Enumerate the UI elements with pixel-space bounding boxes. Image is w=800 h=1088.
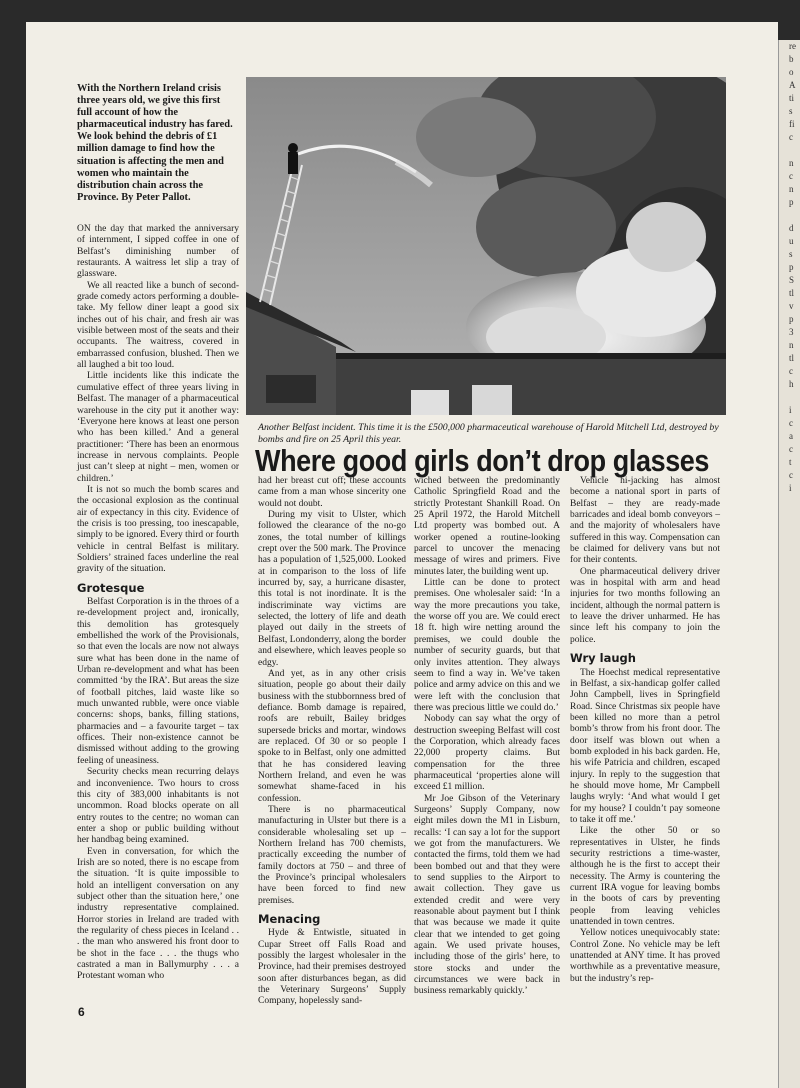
side-page-fragment: o (789, 67, 794, 77)
paragraph: There is no pharmaceutical manufacturing in Ulster but there is a considerable wholesaling set up – Northern Ireland has 700 chemists, practically exceeding the number of family doctors at 750 – and three of the Province’s principal wholesalers have been forced to find new premises. (258, 804, 406, 906)
paragraph: Even in conversation, for which the Irish are so noted, there is no escape from the situation. ‘It is quite impossible to hold an intelligent conversation on any subject other than the situation here,’ one industry representative complained. Horror stories in Ireland are traded with the regularity of chess pieces in Iceland . . . the man who answered his front door to be shot in the face . . . the thugs who castrated a man in Ballymurphy . . . a Protestant woman who (77, 846, 239, 982)
side-page-fragment: 3 (789, 327, 794, 337)
side-page-fragment: c (789, 366, 793, 376)
article-column-4 (570, 476, 720, 985)
side-page-fragment: a (789, 431, 793, 441)
side-page-fragment: c (789, 132, 793, 142)
subheading-grotesque: Grotesque (77, 580, 145, 595)
article-column-3 (414, 476, 560, 998)
side-page-fragment: re (789, 41, 796, 51)
side-page-fragment: n (789, 184, 794, 194)
article-intro: With the Northern Ireland crisis three years old, we give this first full account of how the pharmaceutical industry has fared. We look behind the debris of £1 million damage to find how the situation is affecting the men and women who maintain the distribution chain across the Province. By Peter Pallot. (77, 83, 233, 203)
side-page-fragment: c (789, 470, 793, 480)
paragraph: And yet, as in any other crisis situation, people go about their daily business with the stubbornness bred of defiance. Bomb damage is repaired, roofs are rebuilt, Bailey bridges supersede bricks and mortar, windows are replaced. Of 30 or so people I spoke to in Belfast, only one admitted that he has considered leaving Northern Ireland, and even he was somewhat shame-faced in his confession. (258, 668, 406, 804)
side-page-fragment: S (789, 275, 795, 285)
paragraph: We all reacted like a bunch of second-grade comedy actors performing a double-take. My fellow diner leapt a good six inches out of his chair, and fresh air was visible between most of the seats and their occupants. The waitress, covered in embarrassed confusion, blushed. Then we all laughed a bit too loud. (77, 280, 239, 371)
side-page-fragment: u (789, 236, 794, 246)
paragraph: Security checks mean recurring delays and inconvenience. Two hours to cross this city of 383,000 inhabitants is not uncommon. Road blocks operate on all entry routes to the centre; no woman can enter a shop or public building without her handbag being examined. (77, 767, 239, 846)
side-page-fragment: d (789, 223, 794, 233)
side-page-fragment: c (789, 171, 793, 181)
side-page-fragment: n (789, 340, 794, 350)
side-page-fragment: b (789, 54, 794, 64)
paragraph: Mr Joe Gibson of the Veterinary Surgeons’ Supply Company, now eight miles down the M1 in Lisburn, recalls: ‘I can say a lot for the support we got from the manufacturers. We contacted the firms, told them we had been bombed out and that they were to send supplies to the Airport to await collection. They gave us extended credit and were very reasonable about payment but I think that was because we made it quite clear that we intended to get going again. We used private houses, including those of the girls’ here, to store stocks and under the circumstances we were back in business remarkably quickly.’ (414, 793, 560, 997)
paragraph: ON the day that marked the anniversary of internment, I sipped coffee in one of Belfast’s diminishing number of restaurants. A waitress let slip a tray of glassware. (77, 224, 239, 280)
side-page-fragment: p (789, 314, 794, 324)
paragraph: Nobody can say what the orgy of destruction sweeping Belfast will cost the Corporation, which already faces 22,000 property claims. But compensation for the three pharmaceutical ‘properties alone will exceed £1 million. (414, 714, 560, 793)
paragraph: One pharmaceutical delivery driver was in hospital with arm and head injuries for two months following an incident, although the normal pattern is to leave the driver unharmed. He has since left his company to join the police. (570, 566, 720, 645)
paragraph: Vehicle hi-jacking has almost become a national sport in parts of Belfast – they are ready-made barricades and ideal bomb conveyors – and the majority of wholesalers have suffered in this way. Compensation can be claimed for delivery vans but not for their contents. (570, 476, 720, 566)
fire-photo (246, 77, 726, 415)
photo-caption: Another Belfast incident. This time it is the £500,000 pharmaceutical warehouse of Harold Mitchell Ltd, destroyed by bombs and fire on 25 April this year. (258, 422, 719, 445)
subheading-wry-laugh: Wry laugh (570, 651, 636, 666)
side-page-fragment: n (789, 158, 794, 168)
side-page-fragment: c (789, 418, 793, 428)
side-page-fragment: s (789, 106, 793, 116)
side-page-fragment: A (789, 80, 796, 90)
paragraph: Like the other 50 or so representatives in Ulster, he finds security restrictions a time-waster, although he is the first to accept their necessity. The Army is countering the current IRA vogue for leaving bombs in the boots of cars by preventing people from leaving vehicles unattended in town centres. (570, 826, 720, 928)
paragraph: Belfast Corporation is in the throes of a re-development project and, ironically, this demolition has grotesquely embellished the work of the Provisionals, so that even the locals are now not always sure what has been done in the name of Urban re-development and what has been committed ‘by the IRA’. But areas the size of football pitches, laid waste like so much unwanted rubble, were once viable concerns: shops, banks, filling stations, pharmacies and – a favourite target – tax offices. Their non-existence cannot be dismissed without adding to the growing feeling of uneasiness. (77, 597, 239, 766)
side-page-fragment: tl (789, 288, 795, 298)
side-page-fragment: p (789, 262, 794, 272)
paragraph: Hyde & Entwistle, situated in Cupar Street off Falls Road and possibly the largest wholesaler in the Province, had their premises destroyed soon after disturbances began, as did the Veterinary Surgeons’ Supply Company, hopelessly sand- (258, 928, 406, 1007)
side-page-fragment (779, 209, 800, 222)
paragraph: wiched between the predominantly Catholic Springfield Road and the strictly Protestant Shankill Road. On 25 April 1972, the Harold Mitchell Ltd property was bombed out. A worker opened a routine-looking parcel to uncover the menacing message of wires and primers. Five minutes later, the building went up. (414, 476, 560, 577)
paragraph: The Hoechst medical representative in Belfast, a six-handicap golfer called John Campbell, lives in Springfield Road. Since Christmas six people have been killed no more than a petrol bomb’s throw from his front door. The door itself was blown out when a bomb exploded in his back garden. He, his wife Patricia and children, escaped injury. In reply to the suggestion that he should move home, Mr Campbell laughs wryly: ‘And what would I get for my house? I couldn’t pay someone to take it off me.’ (570, 667, 720, 825)
burning-warehouse-image (246, 77, 726, 415)
side-page-fragment (779, 144, 800, 157)
article-column-1 (77, 224, 239, 983)
paragraph: had her breast cut off; these accounts came from a man whose sincerity one would not doubt. (258, 476, 406, 509)
side-page-fragment: i (789, 483, 792, 493)
side-page-fragment: t (789, 457, 792, 467)
side-page-fragment (779, 391, 800, 404)
side-page-fragment: tl (789, 353, 795, 363)
side-page-fragment: i (789, 405, 792, 415)
side-page-fragment: h (789, 379, 794, 389)
subheading-menacing: Menacing (258, 912, 321, 927)
side-page-fragment: ti (789, 93, 795, 103)
headline: Where good girls don’t drop glasses (255, 444, 710, 478)
side-page-fragment: fi (789, 119, 795, 129)
paragraph: Yellow notices unequivocably state: Control Zone. No vehicle may be left unattended at ANY time. It has proved worthwhile as a preventative measure, but the industry’s rep- (570, 928, 720, 984)
paragraph: Little incidents like this indicate the cumulative effect of three years living in Belfast. The manager of a pharmaceutical warehouse in the city put it another way: ‘Everyone here knows at least one person who has been killed.’ And a general practitioner: ‘There has been an enormous increase in nervous complaints. People just can’t sleep at night – men, women or children.’ (77, 371, 239, 484)
adjacent-page-edge (778, 40, 800, 1088)
paragraph: Little can be done to protect premises. One wholesaler said: ‘In a way the more precautions you take, the worse off you are. We could erect 18 ft. high wire netting around the premises, we could double the number of security guards, but that only invites attention. They always seem to find a way in. We’ve taken police and army advice on this and we were left with the conclusion that there was precious little we could do.’ (414, 578, 560, 713)
paragraph: It is not so much the bomb scares and the occasional explosion as the continual air of expectancy in this city. Evidence of the crisis is too pressing, too inescapable, simply to be ignored. Every third or fourth vehicle in central Belfast is military. Soldiers’ strained faces underline the real gravity of the situation. (77, 484, 239, 575)
page-number: 6 (78, 1005, 85, 1019)
paragraph: During my visit to Ulster, which followed the clearance of the no-go zones, the total number of killings crept over the 500 mark. The Province has a population of 1,525,000. Looked at in comparison to the loss of life incurred by, say, a hurricane disaster, this total is not inordinate. It is the indiscriminate way victims are selected, the lottery of life and death played out daily in the streets of Belfast, Londonderry, along the border and elsewhere, which leaves people so edgy. (258, 510, 406, 668)
side-page-fragment: s (789, 249, 793, 259)
side-page-fragment: v (789, 301, 794, 311)
side-page-fragment: p (789, 197, 794, 207)
article-column-2 (258, 476, 406, 1008)
side-page-fragment: c (789, 444, 793, 454)
